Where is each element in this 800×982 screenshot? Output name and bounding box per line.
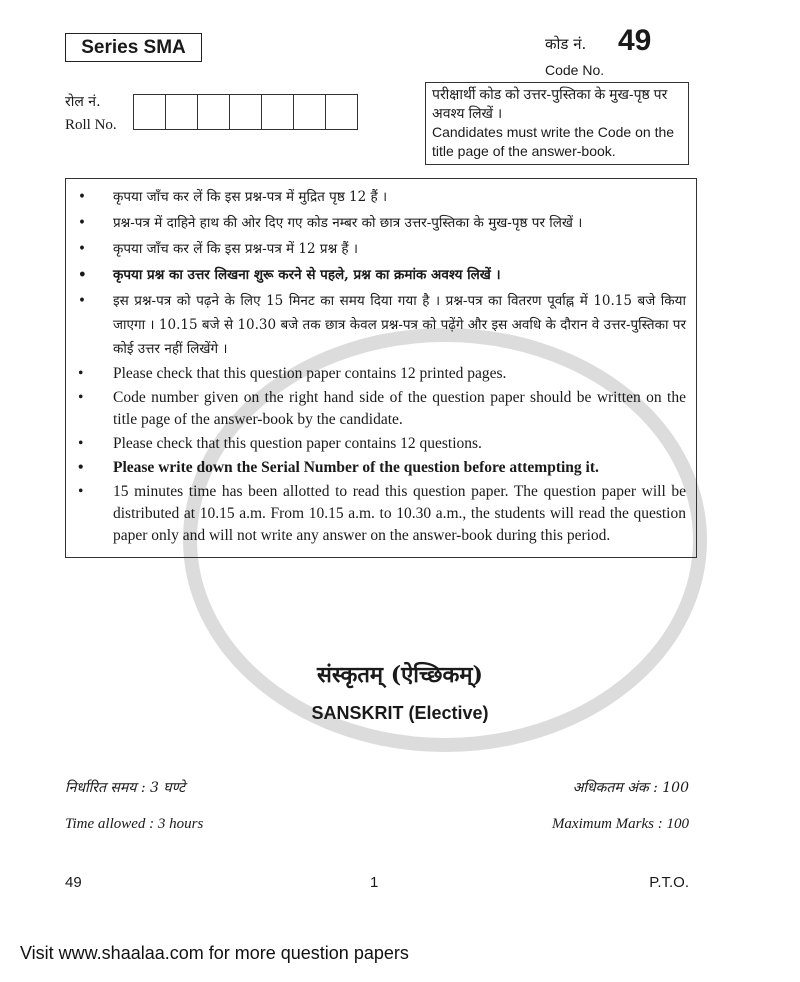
instruction-text: Please check that this question paper contains 12 questions. <box>113 435 482 452</box>
pto-label: P.T.O. <box>649 874 689 891</box>
instruction-text: प्रश्न-पत्र में दाहिने हाथ की ओर दिए गए कोड नम्बर को छात्र उत्तर-पुस्तिका के मुख-पृष्ठ पर लिखें । <box>113 215 583 231</box>
roll-digit-box[interactable] <box>165 94 198 130</box>
footer-code: 49 <box>65 874 82 891</box>
bullet-icon: • <box>78 215 86 231</box>
shaalaa-link[interactable]: Visit www.shaalaa.com for more question papers <box>20 943 409 963</box>
roll-digit-box[interactable] <box>293 94 326 130</box>
bullet-icon: • <box>78 241 86 257</box>
bullet-icon: • <box>78 435 84 452</box>
roll-label-english: Roll No. <box>65 117 117 133</box>
instruction-text: 15 minutes time has been allotted to read this question paper. The question paper will be distributed at 10.15 a.m. From 10.15 a.m. to 10.30 a.m., the students will read the question paper only and will not write any answer on the answer-book during this period. <box>113 483 686 544</box>
instruction-item <box>78 237 686 261</box>
instruction-item <box>78 263 686 287</box>
subject-title-hindi: संस्कृतम् (ऐच्छिकम्) <box>317 662 483 688</box>
bullet-icon: • <box>78 293 86 309</box>
subject-title-english: SANSKRIT (Elective) <box>311 703 489 723</box>
instruction-text: इस प्रश्न-पत्र को पढ़ने के लिए 15 मिनट का समय दिया गया है । प्रश्न-पत्र का वितरण पूर्वाह्न में 10.15 बजे किया जाएगा । 10.15 बजे से 10.30 बजे तक छात्र केवल प्रश्न-पत्र को पढ़ेंगे और इस अवधि के दौरान वे उत्तर-पुस्तिका पर कोई उत्तर नहीं लिखेंगे । <box>113 293 686 357</box>
roll-label-hindi: रोल नं. <box>65 94 101 110</box>
max-marks-english: Maximum Marks : 100 <box>551 816 689 832</box>
page-number: 1 <box>370 874 379 891</box>
instruction-text: Please check that this question paper contains 12 printed pages. <box>113 365 507 382</box>
roll-digit-box[interactable] <box>325 94 358 130</box>
instruction-item <box>78 185 686 209</box>
code-label-english: Code No. <box>545 62 605 78</box>
max-marks-hindi: अधिकतम अंक : 100 <box>572 780 689 796</box>
instructions-box <box>65 178 697 558</box>
code-note-hindi: परीक्षार्थी कोड को उत्तर-पुस्तिका के मुख-पृष्ठ पर अवश्य लिखें । <box>432 86 668 121</box>
bullet-icon: • <box>78 189 86 205</box>
instruction-item <box>78 363 686 385</box>
instruction-item <box>78 457 686 479</box>
instruction-item <box>78 433 686 455</box>
instruction-item <box>78 481 686 547</box>
code-note-english: Candidates must write the Code on the title page of the answer-book. <box>432 124 675 159</box>
instruction-item <box>78 387 686 431</box>
code-number: 49 <box>618 24 652 57</box>
instruction-text: कृपया जाँच कर लें कि इस प्रश्न-पत्र में मुद्रित पृष्ठ 12 हैं । <box>113 189 388 205</box>
code-instruction-box <box>425 82 689 165</box>
instruction-text: Code number given on the right hand side of the question paper should be written on the title page of the answer-book by the candidate. <box>113 389 686 428</box>
series-label: Series SMA <box>65 33 202 62</box>
roll-digit-box[interactable] <box>261 94 294 130</box>
instruction-text: कृपया प्रश्न का उत्तर लिखना शुरू करने से पहले, प्रश्न का क्रमांक अवश्य लिखें । <box>113 267 501 283</box>
instruction-item <box>78 211 686 235</box>
bullet-icon: • <box>78 389 84 406</box>
bullet-icon: • <box>78 483 84 500</box>
instruction-text: कृपया जाँच कर लें कि इस प्रश्न-पत्र में 12 प्रश्न हैं । <box>113 241 358 257</box>
code-label-hindi: कोड नं. <box>545 35 587 53</box>
bullet-icon: • <box>78 459 84 476</box>
roll-digit-box[interactable] <box>197 94 230 130</box>
instruction-text: Please write down the Serial Number of the question before attempting it. <box>113 459 599 476</box>
instruction-item <box>78 289 686 361</box>
roll-digit-box[interactable] <box>133 94 166 130</box>
roll-digit-box[interactable] <box>229 94 262 130</box>
time-allowed-hindi: निर्धारित समय : 3 घण्टे <box>65 780 186 796</box>
bullet-icon: • <box>78 267 87 283</box>
roll-number-boxes[interactable] <box>134 94 358 130</box>
bullet-icon: • <box>78 365 84 382</box>
time-allowed-english: Time allowed : 3 hours <box>65 816 204 832</box>
